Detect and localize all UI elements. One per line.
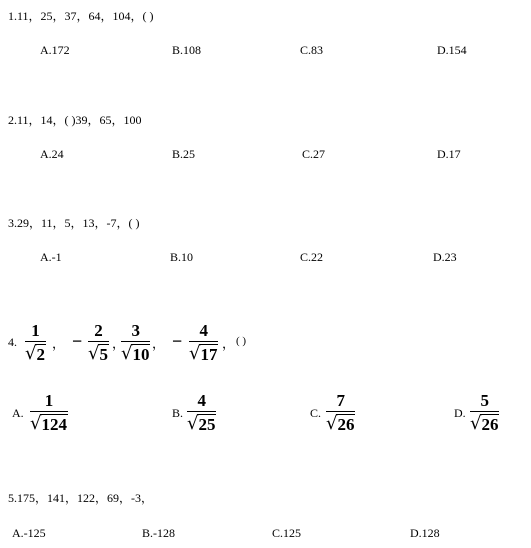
sqrt-icon: √ <box>30 413 42 434</box>
sqrt-icon: √ <box>187 413 199 434</box>
sqrt-icon: √ <box>189 343 201 364</box>
question-4-option-a-label: A. <box>12 406 24 420</box>
stem-fraction-4: 4 √ 17 <box>189 321 218 364</box>
question-2-option-a: A.24 <box>40 147 64 161</box>
question-5-option-b: B.-128 <box>142 526 175 540</box>
question-3-option-c: C.22 <box>300 250 324 264</box>
question-4-option-b-label: B. <box>172 406 184 420</box>
stem-fraction-2-sign: − <box>72 331 83 351</box>
question-4-option-b-fraction: 4 √ 25 <box>187 391 216 434</box>
question-4-option-a-fraction: 1 √ 124 <box>30 391 67 434</box>
question-4-number: 4. <box>8 335 17 349</box>
stem-fraction-1: 1 √ 2 <box>25 321 45 364</box>
sqrt-icon: √ <box>470 413 482 434</box>
question-1-stem: 1.11，25，37，64，104，( ) <box>8 9 154 23</box>
question-5-option-d: D.128 <box>410 526 440 540</box>
question-3-stem: 3.29，11，5，13，-7，( ) <box>8 216 140 230</box>
comma-separator: ， <box>222 336 236 351</box>
stem-fraction-3: 3 √ 10 <box>121 321 150 364</box>
comma-separator: ， <box>152 336 166 351</box>
question-4-option-c-fraction: 7 √ 26 <box>326 391 355 434</box>
sqrt-icon: √ <box>121 343 133 364</box>
question-5-option-c: C.125 <box>272 526 302 540</box>
question-3-option-d: D.23 <box>433 250 457 264</box>
question-1-option-a: A.172 <box>40 43 70 57</box>
question-2-option-c: C.27 <box>302 147 326 161</box>
question-1-option-d: D.154 <box>437 43 467 57</box>
sqrt-icon: √ <box>88 343 100 364</box>
question-1-option-c: C.83 <box>300 43 324 57</box>
question-4-option-d-label: D. <box>454 406 466 420</box>
question-1-option-b: B.108 <box>172 43 202 57</box>
comma-separator: ， <box>52 336 66 351</box>
stem-fraction-4-sign: − <box>172 331 183 351</box>
question-2-option-b: B.25 <box>172 147 196 161</box>
stem-fraction-2: 2 √ 5 <box>88 321 108 364</box>
question-3-option-a: A.-1 <box>40 250 62 264</box>
question-2-stem: 2.11，14，( )39，65，100 <box>8 113 142 127</box>
question-4-blank: ( ) <box>236 335 247 347</box>
sqrt-icon: √ <box>326 413 338 434</box>
sqrt-icon: √ <box>25 343 37 364</box>
question-2-option-d: D.17 <box>437 147 461 161</box>
question-4-option-d-fraction: 5 √ 26 <box>470 391 499 434</box>
question-5-stem: 5.175，141，122，69，-3， <box>8 491 153 505</box>
question-4-option-c-label: C. <box>310 406 322 420</box>
question-5-option-a: A.-125 <box>12 526 46 540</box>
question-3-option-b: B.10 <box>170 250 194 264</box>
comma-separator: ， <box>112 336 126 351</box>
